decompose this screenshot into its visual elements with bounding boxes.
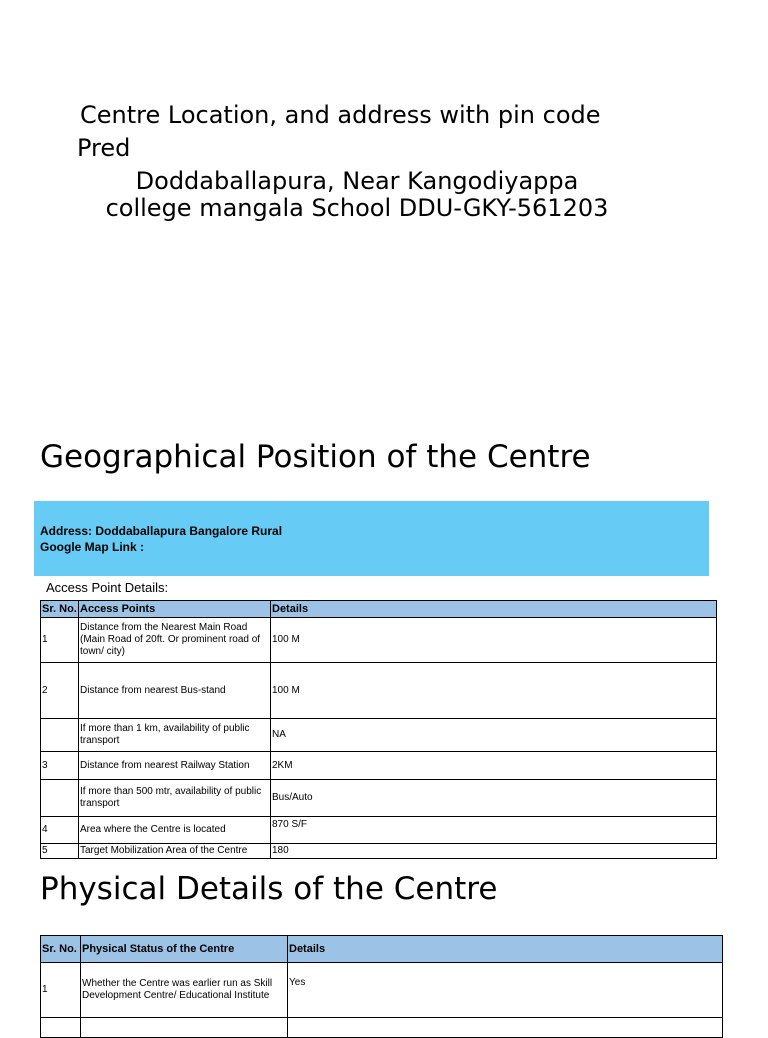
row-details [288,1018,723,1038]
row-physical-status: Whether the Centre was earlier run as Skill Development Centre/ Educational Institute [81,963,288,1018]
table-row [41,963,723,1018]
row-sr [41,780,79,817]
row-sr: 1 [41,618,79,663]
table-row [41,817,717,844]
row-details: Bus/Auto [271,780,717,817]
physical-table [40,935,723,1038]
access-point-label: Access Point Details: [46,580,169,595]
row-access-point: If more than 1 km, availability of public transport [79,719,271,752]
access-table-header [41,601,717,618]
row-details: 100 M [271,663,717,719]
header-sr: Sr. No. [41,601,79,618]
address-text: Address: Doddaballapura Bangalore Rural [40,524,283,538]
row-access-point: Distance from nearest Railway Station [79,752,271,780]
address-box [34,501,709,576]
row-access-point: Target Mobilization Area of the Centre [79,844,271,859]
centre-heading: Centre Location, and address with pin code [80,101,601,129]
centre-address-line2: college mangala School DDU-GKY-561203 [105,194,609,222]
physical-title: Physical Details of the Centre [40,871,498,907]
access-table [40,600,717,859]
geo-title: Geographical Position of the Centre [40,439,591,475]
map-link-label: Google Map Link : [40,540,144,554]
row-sr: 1 [41,963,81,1018]
table-row [41,752,717,780]
table-row [41,618,717,663]
header-access-points: Access Points [79,601,271,618]
row-access-point: Distance from the Nearest Main Road (Main Road of 20ft. Or prominent road of town/ city) [79,618,271,663]
table-row [41,719,717,752]
row-details: Yes [288,963,723,1018]
header-details: Details [271,601,717,618]
row-physical-status [81,1018,288,1038]
row-access-point: Distance from nearest Bus-stand [79,663,271,719]
row-sr: 3 [41,752,79,780]
row-sr [41,1018,81,1038]
table-row [41,780,717,817]
row-sr [41,719,79,752]
row-access-point: Area where the Centre is located [79,817,271,844]
row-details: NA [271,719,717,752]
physical-table-header [41,936,723,963]
row-sr: 2 [41,663,79,719]
table-row [41,1018,723,1038]
row-details: 870 S/F [271,817,717,844]
row-sr: 4 [41,817,79,844]
row-details: 100 M [271,618,717,663]
header-physical-status: Physical Status of the Centre [81,936,288,963]
row-details: 2KM [271,752,717,780]
header-details: Details [288,936,723,963]
table-row [41,844,717,859]
row-sr: 5 [41,844,79,859]
row-details: 180 [271,844,717,859]
centre-sub: Pred [77,134,131,162]
row-access-point: If more than 500 mtr, availability of public transport [79,780,271,817]
centre-address-line1: Doddaballapura, Near Kangodiyappa [135,167,579,195]
header-sr: Sr. No. [41,936,81,963]
table-row [41,663,717,719]
